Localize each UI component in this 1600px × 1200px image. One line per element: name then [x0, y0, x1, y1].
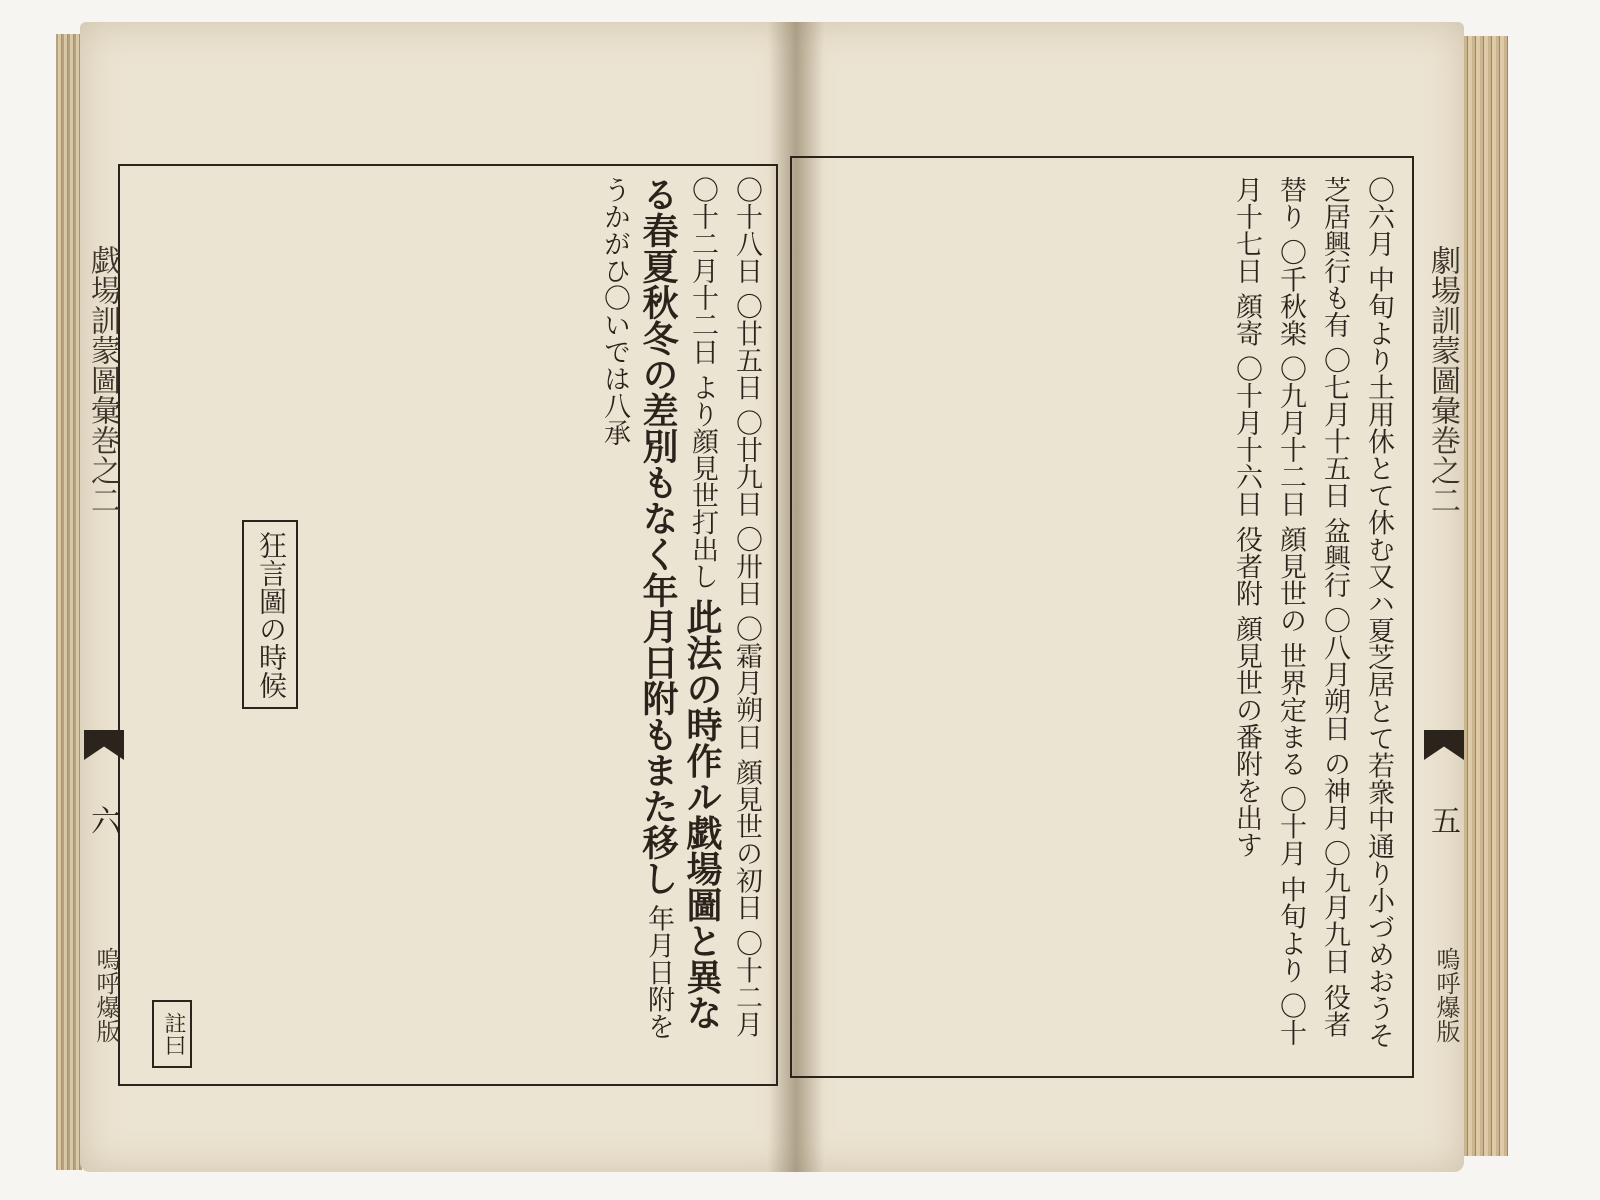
- right-page-text: [800, 176, 1400, 1056]
- left-margin-title: 戯場訓蒙圖彙巻之二: [85, 245, 120, 515]
- right-folio-number: 五: [1425, 805, 1460, 835]
- section-heading-box: 狂言圖の時候: [242, 520, 298, 709]
- left-folio-number: 六: [85, 805, 120, 835]
- left-page-text: [128, 176, 768, 1056]
- right-publisher-mark: 嗚呼爆版: [1432, 947, 1460, 1043]
- note-label-box: 註曰: [152, 1000, 192, 1068]
- left-page-body-c: 年月日附をうかがひ〇いでは八承: [599, 176, 674, 1040]
- left-page-body-b: 此法の時作ル戯場圖と異なる春夏秋冬の差別もなく年月日附もまた移し: [637, 176, 723, 1031]
- left-publisher-mark: 嗚呼爆版: [92, 947, 120, 1043]
- left-page-body-a: 〇十八日 〇廿五日 〇廿九日 〇卅日 〇霜月朔日 顔見世の初日 〇十二月 〇十二月十二日 より顔見世打出し: [687, 176, 762, 1038]
- left-page-edges: [56, 34, 82, 1170]
- right-margin-title: 劇場訓蒙圖彙巻之二: [1425, 245, 1460, 515]
- right-page-edges: [1464, 36, 1508, 1156]
- right-page-body: 〇六月 中旬より土用休とて休む又ハ夏芝居とて若衆中通り小づめおうそ芝居興行も有 〇七月十五日 盆興行 〇八月朔日 の神月 〇九月九日 役者替り 〇千秋楽 〇九月十二日 顔見世の 世界定まる 〇十月 中旬より 〇十月十七日 顔寄 〇十月十六日 役者附 顔見世の番附を出す: [1231, 176, 1394, 1049]
